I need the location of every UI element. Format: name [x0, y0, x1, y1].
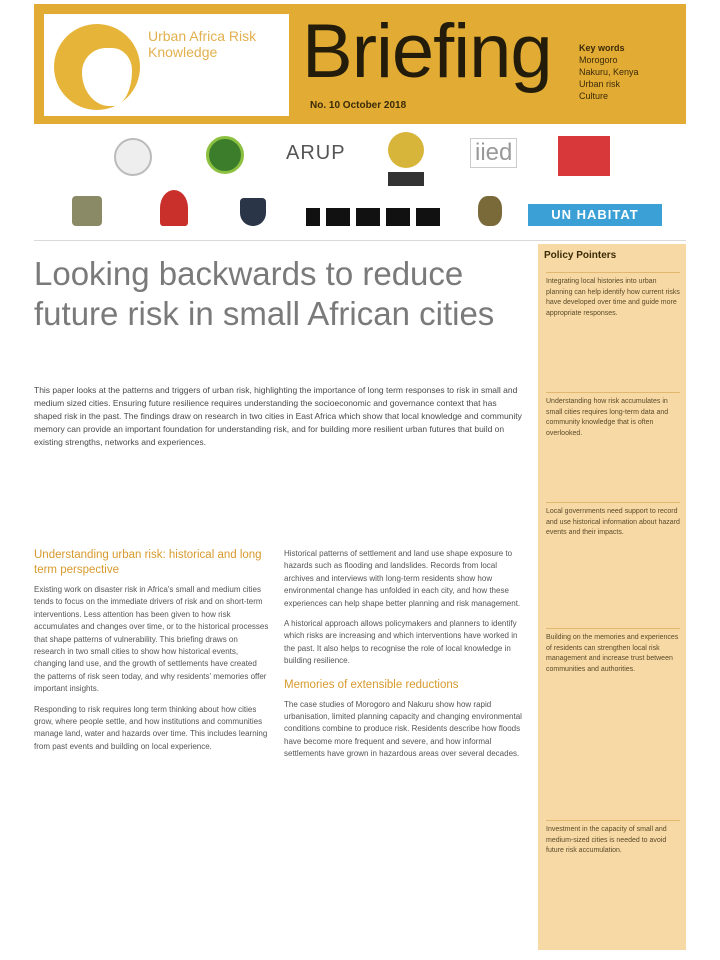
briefing-title: Briefing — [302, 9, 552, 94]
right-column — [284, 548, 524, 769]
owl-logo-icon — [478, 196, 502, 226]
left-column — [34, 548, 270, 761]
section-heading: Memories of extensible reductions — [284, 678, 459, 691]
policy-pointer: Building on the memories and experiences of residents can strengthen local risk management and increase trust between communities and authorities. — [546, 628, 680, 675]
briefing-header — [34, 4, 686, 124]
policy-pointer: Local governments need support to record and use historical information about hazard events and their impacts. — [546, 502, 680, 539]
keyword: Morogoro — [579, 55, 618, 65]
crest-logo-icon — [72, 196, 102, 226]
policy-pointers-sidebar — [538, 244, 686, 950]
keyword: Culture — [579, 91, 609, 101]
article-title: Looking backwards to reduce future risk in small African cities — [34, 255, 495, 332]
gold-seal-bar-icon — [388, 172, 424, 186]
arup-logo: ARUP — [286, 142, 346, 164]
africa-logo-icon — [54, 24, 140, 110]
sidebar-title: Policy Pointers — [544, 250, 617, 261]
section-heading: Understanding urban risk: historical and long term perspective — [34, 549, 262, 576]
policy-pointer: Understanding how risk accumulates in small cities requires long-term data and community knowledge that is often overlooked. — [546, 392, 680, 439]
paragraph: Historical patterns of settlement and land use shape exposure to hazards such as flooding and landslides. Records from local archives and interviews with long-term residents show how environmental change has unfolded in each city, and how these experiences can help shape better planning and risk management. — [284, 549, 521, 608]
article-intro: This paper looks at the patterns and triggers of urban risk, highlighting the importance of long term responses to risk in small and medium sized cities. Ensuring future resilience requires understanding the socioeconomic and governance context that has shaped risk in the past. The findings draw on research in two cities in East Africa which show that local knowledge and community memory can provide an important foundation for understanding risk, and for building more resilient urban futures that build on existing strengths, networks and experiences. — [34, 385, 522, 447]
gold-seal-logo-icon — [388, 132, 424, 168]
red-square-logo-icon — [558, 136, 610, 176]
shield-logo-icon — [240, 198, 266, 226]
iied-logo: iied — [470, 138, 517, 168]
paragraph: Responding to risk requires long term thinking about how cities grow, where people settle, and how institutions and communities manage land, water and hazards over time. This includes learning from past events and building on local experience. — [34, 704, 268, 751]
keyword: Urban risk — [579, 79, 621, 89]
black-white-banner-logo-icon — [306, 208, 442, 226]
divider — [34, 240, 686, 241]
policy-pointer: Integrating local histories into urban planning can help identify how current risks have developed over time and guide more appropriate responses. — [546, 272, 680, 319]
keywords-box — [579, 42, 679, 102]
keyword: Nakuru, Kenya — [579, 67, 639, 77]
paragraph: Existing work on disaster risk in Africa's small and medium cities tends to focus on the immediate drivers of risk and on short-term interventions. Less attention has been given to how risk accumulates and changes over time, or to the historical processes that shape patterns of vulnerability. This briefing draws on research in two small cities to show how historical events, changing land use, and the growth of settlements have created the patterns of risk seen today, and why residents' memories offer important insights. — [34, 585, 269, 694]
university-crest-logo-icon — [114, 138, 152, 176]
policy-pointer: Investment in the capacity of small and medium-sized cities is needed to avoid future risk accumulation. — [546, 820, 680, 857]
paragraph: The case studies of Morogoro and Nakuru show how rapid urbanisation, limited planning capacity and changing environmental conditions combine to produce risk. Residents describe how floods have become more frequent and severe, and how informal settlements have grown in hazardous areas over several decades. — [284, 699, 522, 759]
logo-text: Urban Africa Risk Knowledge — [148, 28, 257, 60]
paragraph: A historical approach allows policymakers and planners to identify which risks are increasing and which interventions have worked in the past. It also helps to recognise the role of local knowledge in building resilience. — [284, 619, 518, 666]
red-figure-logo-icon — [160, 190, 188, 226]
un-habitat-logo: UN HABITAT — [528, 204, 662, 226]
organisation-logo — [44, 14, 289, 116]
keywords-label: Key words — [579, 43, 625, 53]
green-circle-logo-icon — [206, 136, 244, 174]
briefing-date: No. 10 October 2018 — [310, 100, 407, 111]
